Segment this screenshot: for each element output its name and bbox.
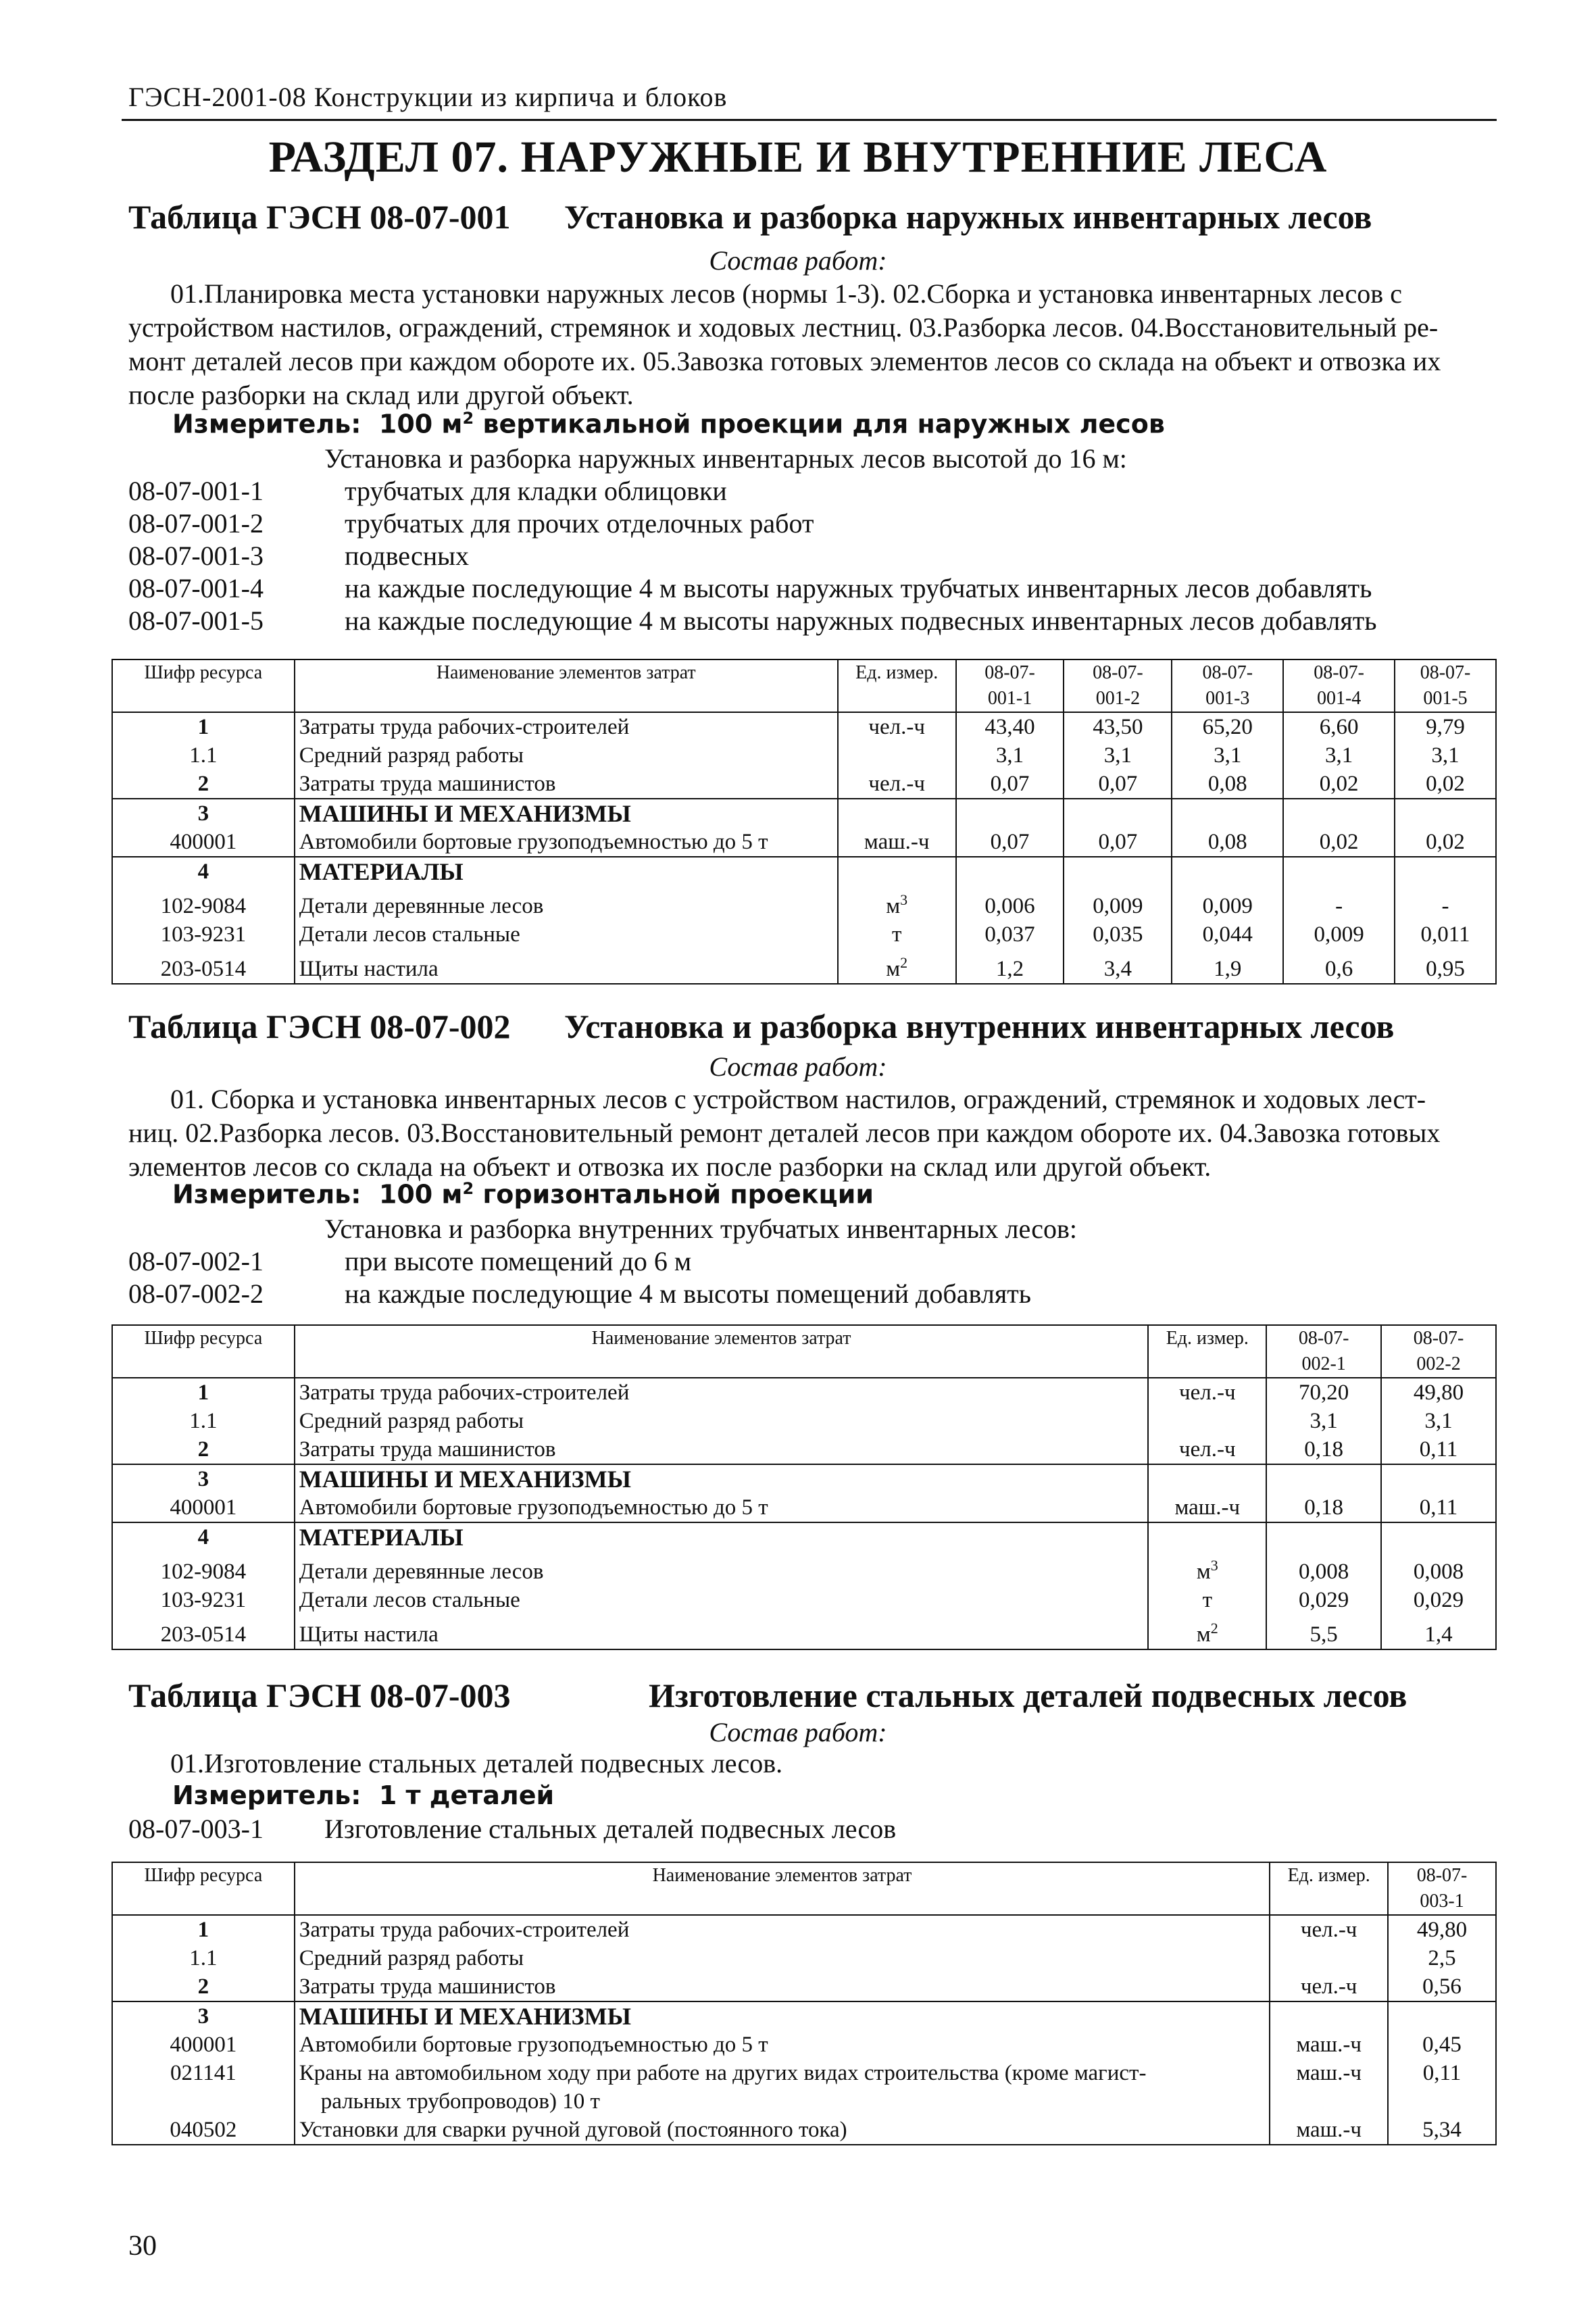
norm-desc: при высоте помещений до 6 м: [345, 1246, 692, 1276]
norm-value: [1266, 1522, 1381, 1551]
norm-value: 0,08: [1172, 770, 1283, 799]
table-row: [112, 741, 1496, 770]
norm-value: [1395, 857, 1496, 886]
resource-unit: [1148, 1493, 1266, 1522]
resource-code: 1: [112, 1915, 295, 1944]
header-norm-column: 08-07- 001-2: [1064, 659, 1172, 712]
resource-unit: [1148, 1614, 1266, 1649]
table-row: [112, 2031, 1496, 2059]
page-number: 30: [128, 2231, 157, 2262]
resource-name: МАШИНЫ И МЕХАНИЗМЫ: [295, 1464, 1149, 1493]
norm-code: 08-07-001-2: [128, 508, 264, 539]
resource-name: Детали лесов стальные: [295, 1586, 1149, 1614]
resource-code: 1: [112, 712, 295, 741]
norm-value: [1064, 857, 1172, 886]
unit-text: маш.-ч: [1296, 2061, 1362, 2085]
resource-unit: [1148, 1464, 1266, 1493]
norm-value: 3,1: [956, 741, 1064, 770]
table-row: [112, 1944, 1496, 1972]
table-row: [112, 1614, 1496, 1649]
resource-code: 2: [112, 1435, 295, 1464]
resource-name: Автомобили бортовые грузоподъемностью до 5 т: [295, 2031, 1270, 2059]
norm-value: 0,08: [1172, 828, 1283, 857]
section-title: РАЗДЕЛ 07. НАРУЖНЫЕ И ВНУТРЕННИЕ ЛЕСА: [268, 132, 1328, 182]
resource-code: 102-9084: [112, 1551, 295, 1586]
resource-name: Средний разряд работы: [295, 1944, 1270, 1972]
resource-code: 102-9084: [112, 886, 295, 920]
unit-text: м: [886, 894, 901, 918]
resource-name: Детали деревянные лесов: [295, 886, 838, 920]
header-norm-column: 08-07- 001-4: [1283, 659, 1395, 712]
norm-value: 0,029: [1266, 1586, 1381, 1614]
norm-value: [1381, 1522, 1496, 1551]
unit-text: чел.-ч: [1300, 1918, 1357, 1942]
resource-code: 3: [112, 2001, 295, 2031]
unit-text: маш.-ч: [1296, 2118, 1362, 2142]
resource-unit: [1270, 1972, 1388, 2001]
unit-exponent: 2: [1210, 1620, 1218, 1637]
resource-name: Затраты труда машинистов: [295, 1972, 1270, 2001]
norm-desc: трубчатых для прочих отделочных работ: [345, 508, 814, 539]
table-header-row: [112, 1862, 1496, 1915]
unit-text: чел.-ч: [1179, 1380, 1236, 1405]
norm-value: 0,56: [1388, 1972, 1496, 2001]
norm-value: 0,95: [1395, 949, 1496, 984]
norm-value: 3,4: [1064, 949, 1172, 984]
resource-unit: [1270, 2116, 1388, 2145]
measure-value: 100 м: [378, 1179, 463, 1210]
header-norm-column: 08-07- 001-3: [1172, 659, 1283, 712]
norm-row: [128, 540, 470, 572]
resource-code: 1: [112, 1378, 295, 1407]
table-row: [112, 2001, 1496, 2031]
table2-measure: [172, 1179, 874, 1210]
resource-code: 3: [112, 1464, 295, 1493]
table-row: [112, 1972, 1496, 2001]
resource-unit: [838, 741, 956, 770]
norm-value: [1283, 857, 1395, 886]
norm-row: [128, 507, 814, 539]
resource-code: 400001: [112, 2031, 295, 2059]
unit-text: м: [886, 957, 901, 981]
table-row: [112, 2087, 1496, 2116]
resource-code: [112, 2087, 295, 2116]
resource-name: Щиты настила: [295, 949, 838, 984]
resource-table-2: [111, 1324, 1497, 1650]
norm-desc: на каждые последующие 4 м высоты помещений добавлять: [345, 1278, 1031, 1309]
work-line: элементов лесов со склада на объект и отвозка их после разборки на склад или другой объект.: [128, 1151, 1212, 1182]
norm-value: 0,037: [956, 920, 1064, 949]
resource-code: 203-0514: [112, 1614, 295, 1649]
resource-name: Затраты труда машинистов: [295, 1435, 1149, 1464]
resource-code: 1.1: [112, 741, 295, 770]
norm-value: 0,02: [1283, 770, 1395, 799]
norm-value: 0,044: [1172, 920, 1283, 949]
norm-row: [128, 1245, 692, 1277]
header-name: Наименование элементов затрат: [295, 659, 838, 712]
header-name: Наименование элементов затрат: [295, 1862, 1270, 1915]
header-rule: [122, 119, 1497, 121]
norm-value: 0,6: [1283, 949, 1395, 984]
resource-name: Автомобили бортовые грузоподъемностью до 5 т: [295, 1493, 1149, 1522]
norm-value: 0,45: [1388, 2031, 1496, 2059]
norm-desc: Изготовление стальных деталей подвесных лесов: [324, 1814, 897, 1844]
norm-value: [1064, 799, 1172, 828]
norm-row: [128, 572, 1372, 604]
norm-value: 3,1: [1266, 1407, 1381, 1435]
resource-name: Детали деревянные лесов: [295, 1551, 1149, 1586]
norm-row: [128, 605, 1377, 637]
resource-unit: [838, 799, 956, 828]
unit-text: м: [1196, 1560, 1211, 1584]
measure-label: Измеритель:: [172, 1781, 361, 1810]
unit-exponent: 2: [900, 954, 908, 971]
resource-unit: [1270, 2087, 1388, 2116]
resource-name: Щиты настила: [295, 1614, 1149, 1649]
table-row: [112, 920, 1496, 949]
norm-value: 65,20: [1172, 712, 1283, 741]
norm-value: -: [1283, 886, 1395, 920]
table-row: [112, 1435, 1496, 1464]
table-row: [112, 1464, 1496, 1493]
resource-name: МАТЕРИАЛЫ: [295, 857, 838, 886]
unit-text: чел.-ч: [868, 715, 925, 739]
resource-code: 103-9231: [112, 920, 295, 949]
resource-code: 400001: [112, 1493, 295, 1522]
resource-unit: [1148, 1551, 1266, 1586]
table2-number: Таблица ГЭСН 08-07-002: [128, 1007, 511, 1045]
resource-name: Средний разряд работы: [295, 741, 838, 770]
norm-value: 5,34: [1388, 2116, 1496, 2145]
norm-value: 0,02: [1395, 770, 1496, 799]
work-line: монт деталей лесов при каждом обороте их. 05.Завозка готовых элементов лесов со склада на объект и отвозка их: [128, 346, 1441, 376]
unit-text: маш.-ч: [1296, 2033, 1362, 2057]
norm-value: [1172, 799, 1283, 828]
norm-value: 0,07: [1064, 770, 1172, 799]
resource-name: Установки для сварки ручной дуговой (постоянного тока): [295, 2116, 1270, 2145]
norm-value: 43,50: [1064, 712, 1172, 741]
norm-value: 1,2: [956, 949, 1064, 984]
resource-code: 1.1: [112, 1944, 295, 1972]
resource-unit: [838, 920, 956, 949]
norm-code: 08-07-001-5: [128, 605, 264, 636]
resource-unit: [1270, 2031, 1388, 2059]
header-code: Шифр ресурса: [112, 1325, 295, 1378]
table-row: [112, 1522, 1496, 1551]
norm-value: 0,11: [1388, 2059, 1496, 2087]
norm-value: [1172, 857, 1283, 886]
resource-name: Средний разряд работы: [295, 1407, 1149, 1435]
norm-row: [128, 1813, 897, 1845]
measure-rest: 1 т деталей: [378, 1781, 555, 1810]
norm-value: [1381, 1464, 1496, 1493]
work-line: 01. Сборка и установка инвентарных лесов с устройством настилов, ограждений, стремянок и ходовых лест-: [170, 1084, 1426, 1114]
norm-value: 49,80: [1388, 1915, 1496, 1944]
resource-unit: [838, 770, 956, 799]
norm-value: 0,009: [1283, 920, 1395, 949]
table-row: [112, 2116, 1496, 2145]
resource-code: 3: [112, 799, 295, 828]
table1-number: Таблица ГЭСН 08-07-001: [128, 198, 511, 236]
resource-unit: [1270, 1944, 1388, 1972]
norm-value: 0,02: [1395, 828, 1496, 857]
resource-code: 4: [112, 857, 295, 886]
measure-rest: горизонтальной проекции: [474, 1179, 874, 1210]
norm-code: 08-07-003-1: [128, 1814, 264, 1844]
measure-value: 100 м: [378, 409, 463, 439]
norm-value: 5,5: [1266, 1614, 1381, 1649]
resource-unit: [838, 712, 956, 741]
norm-value: 70,20: [1266, 1378, 1381, 1407]
unit-exponent: 3: [900, 891, 908, 908]
norm-value: [1266, 1464, 1381, 1493]
norm-value: 0,11: [1381, 1435, 1496, 1464]
resource-name: МАШИНЫ И МЕХАНИЗМЫ: [295, 2001, 1270, 2031]
measure-sup: 2: [462, 1179, 474, 1198]
resource-code: 1.1: [112, 1407, 295, 1435]
norm-value: 0,18: [1266, 1435, 1381, 1464]
unit-text: т: [891, 922, 902, 947]
table3-sostav: Состав работ:: [709, 1717, 887, 1747]
header-unit: Ед. измер.: [1270, 1862, 1388, 1915]
norm-value: [956, 799, 1064, 828]
norm-desc: на каждые последующие 4 м высоты наружных подвесных инвентарных лесов добавлять: [345, 605, 1377, 636]
resource-name: Краны на автомобильном ходу при работе на других видах строительства (кроме магист-: [295, 2059, 1270, 2087]
norm-value: 6,60: [1283, 712, 1395, 741]
norm-desc: трубчатых для кладки облицовки: [345, 476, 727, 506]
table-row: [112, 1493, 1496, 1522]
resource-code: 400001: [112, 828, 295, 857]
norm-value: 0,011: [1395, 920, 1496, 949]
header-norm-column: 08-07- 002-1: [1266, 1325, 1381, 1378]
norm-value: 0,11: [1381, 1493, 1496, 1522]
resource-code: 021141: [112, 2059, 295, 2087]
table1-intro: Установка и разборка наружных инвентарных лесов высотой до 16 м:: [324, 443, 1127, 474]
resource-code: 040502: [112, 2116, 295, 2145]
table-row: [112, 770, 1496, 799]
norm-value: 0,006: [956, 886, 1064, 920]
unit-text: чел.-ч: [868, 772, 925, 796]
resource-name: Затраты труда машинистов: [295, 770, 838, 799]
work-line: 01.Планировка места установки наружных лесов (нормы 1-3). 02.Сборка и установка инвентарных лесов с: [170, 278, 1402, 309]
work-line: ниц. 02.Разборка лесов. 03.Восстановительный ремонт деталей лесов при каждом обороте их. 04.Завозка готовых: [128, 1118, 1441, 1148]
table1-work-description: [128, 277, 1488, 412]
header-norm-column: 08-07- 002-2: [1381, 1325, 1496, 1378]
norm-value: 0,18: [1266, 1493, 1381, 1522]
norm-value: 1,9: [1172, 949, 1283, 984]
table1-heading: [128, 197, 1372, 237]
norm-value: 3,1: [1172, 741, 1283, 770]
norm-desc: на каждые последующие 4 м высоты наружных трубчатых инвентарных лесов добавлять: [345, 573, 1372, 603]
table1-sostav: Состав работ:: [709, 245, 887, 276]
resource-unit: [1148, 1435, 1266, 1464]
norm-value: [956, 857, 1064, 886]
table3-number: Таблица ГЭСН 08-07-003: [128, 1676, 511, 1714]
resource-name: ральных трубопроводов) 10 т: [295, 2087, 1270, 2116]
table-row: [112, 2059, 1496, 2087]
norm-value: 9,79: [1395, 712, 1496, 741]
unit-text: чел.-ч: [1179, 1437, 1236, 1462]
norm-value: 2,5: [1388, 1944, 1496, 1972]
work-line: устройством настилов, ограждений, стремянок и ходовых лестниц. 03.Разборка лесов. 04.Восстановительный ре-: [128, 312, 1439, 343]
table-row: [112, 712, 1496, 741]
resource-name: Затраты труда рабочих-строителей: [295, 1915, 1270, 1944]
norm-value: 0,008: [1266, 1551, 1381, 1586]
norm-value: 3,1: [1395, 741, 1496, 770]
resource-name: Детали лесов стальные: [295, 920, 838, 949]
norm-code: 08-07-002-1: [128, 1246, 264, 1276]
table-row: [112, 799, 1496, 828]
measure-label: Измеритель:: [172, 1179, 361, 1210]
measure-rest: вертикальной проекции для наружных лесов: [474, 409, 1165, 439]
table2-sostav: Состав работ:: [709, 1051, 887, 1082]
header-norm-column: 08-07- 003-1: [1388, 1862, 1496, 1915]
unit-text: чел.-ч: [1300, 1974, 1357, 1999]
table-row: [112, 1915, 1496, 1944]
norm-row: [128, 475, 727, 507]
table-row: [112, 1586, 1496, 1614]
work-line: 01.Изготовление стальных деталей подвесных лесов.: [170, 1748, 783, 1778]
norm-value: [1388, 2001, 1496, 2031]
table2-heading: [128, 1007, 1395, 1046]
table2-work-description: [128, 1082, 1488, 1184]
resource-name: Автомобили бортовые грузоподъемностью до 5 т: [295, 828, 838, 857]
resource-unit: [1148, 1378, 1266, 1407]
table-row: [112, 1407, 1496, 1435]
header-norm-column: 08-07- 001-1: [956, 659, 1064, 712]
resource-unit: [838, 949, 956, 984]
resource-code: 4: [112, 1522, 295, 1551]
unit-text: м: [1196, 1622, 1211, 1647]
header-name: Наименование элементов затрат: [295, 1325, 1149, 1378]
table-header-row: [112, 1325, 1496, 1378]
resource-code: 2: [112, 1972, 295, 2001]
norm-value: 0,009: [1172, 886, 1283, 920]
resource-code: 2: [112, 770, 295, 799]
norm-desc: подвесных: [345, 541, 470, 571]
norm-value: [1388, 2087, 1496, 2116]
resource-unit: [838, 828, 956, 857]
resource-unit: [1270, 2059, 1388, 2087]
header-code: Шифр ресурса: [112, 659, 295, 712]
table3-work-description: [128, 1747, 1488, 1781]
unit-text: маш.-ч: [864, 830, 930, 854]
unit-exponent: 3: [1210, 1557, 1218, 1574]
resource-unit: [838, 886, 956, 920]
table-row: [112, 828, 1496, 857]
resource-name: Затраты труда рабочих-строителей: [295, 1378, 1149, 1407]
resource-table-1: [111, 659, 1497, 985]
resource-unit: [1148, 1586, 1266, 1614]
norm-row: [128, 1278, 1031, 1310]
table3-title: Изготовление стальных деталей подвесных лесов: [649, 1676, 1407, 1714]
resource-table-3: [111, 1862, 1497, 2145]
norm-value: 1,4: [1381, 1614, 1496, 1649]
header-code: Шифр ресурса: [112, 1862, 295, 1915]
resource-code: 203-0514: [112, 949, 295, 984]
unit-text: т: [1202, 1588, 1212, 1612]
table1-measure: [172, 409, 1165, 439]
table2-intro: Установка и разборка внутренних трубчатых инвентарных лесов:: [324, 1214, 1078, 1244]
table1-title: Установка и разборка наружных инвентарных лесов: [564, 198, 1372, 236]
resource-name: Затраты труда рабочих-строителей: [295, 712, 838, 741]
norm-value: 0,02: [1283, 828, 1395, 857]
resource-name: МАТЕРИАЛЫ: [295, 1522, 1149, 1551]
resource-unit: [1270, 2001, 1388, 2031]
table-row: [112, 857, 1496, 886]
norm-value: -: [1395, 886, 1496, 920]
table-row: [112, 1378, 1496, 1407]
norm-value: 0,07: [1064, 828, 1172, 857]
table-row: [112, 949, 1496, 984]
header-norm-column: 08-07- 001-5: [1395, 659, 1496, 712]
table3-heading: [128, 1676, 1407, 1715]
norm-code: 08-07-002-2: [128, 1278, 264, 1309]
norm-value: 0,07: [956, 770, 1064, 799]
resource-code: 103-9231: [112, 1586, 295, 1614]
unit-text: маш.-ч: [1174, 1495, 1241, 1520]
header-unit: Ед. измер.: [1148, 1325, 1266, 1378]
table-row: [112, 886, 1496, 920]
norm-value: 49,80: [1381, 1378, 1496, 1407]
resource-unit: [1148, 1407, 1266, 1435]
table3-measure: [172, 1781, 554, 1810]
table2-title: Установка и разборка внутренних инвентарных лесов: [564, 1007, 1395, 1045]
measure-label: Измеритель:: [172, 409, 361, 439]
norm-value: 3,1: [1283, 741, 1395, 770]
norm-value: [1395, 799, 1496, 828]
table-row: [112, 1551, 1496, 1586]
norm-value: 0,07: [956, 828, 1064, 857]
norm-value: [1283, 799, 1395, 828]
norm-value: 0,008: [1381, 1551, 1496, 1586]
header-unit: Ед. измер.: [838, 659, 956, 712]
norm-value: 0,009: [1064, 886, 1172, 920]
resource-unit: [838, 857, 956, 886]
resource-name: МАШИНЫ И МЕХАНИЗМЫ: [295, 799, 838, 828]
work-line: после разборки на склад или другой объект.: [128, 380, 634, 410]
norm-code: 08-07-001-1: [128, 476, 264, 506]
norm-code: 08-07-001-4: [128, 573, 264, 603]
norm-value: 0,029: [1381, 1586, 1496, 1614]
running-header: ГЭСН-2001-08 Конструкции из кирпича и блоков: [128, 82, 728, 112]
norm-value: 3,1: [1381, 1407, 1496, 1435]
table-header-row: [112, 659, 1496, 712]
norm-value: 3,1: [1064, 741, 1172, 770]
measure-sup: 2: [462, 409, 474, 428]
resource-unit: [1148, 1522, 1266, 1551]
norm-value: 0,035: [1064, 920, 1172, 949]
resource-unit: [1270, 1915, 1388, 1944]
norm-code: 08-07-001-3: [128, 541, 264, 571]
norm-value: 43,40: [956, 712, 1064, 741]
